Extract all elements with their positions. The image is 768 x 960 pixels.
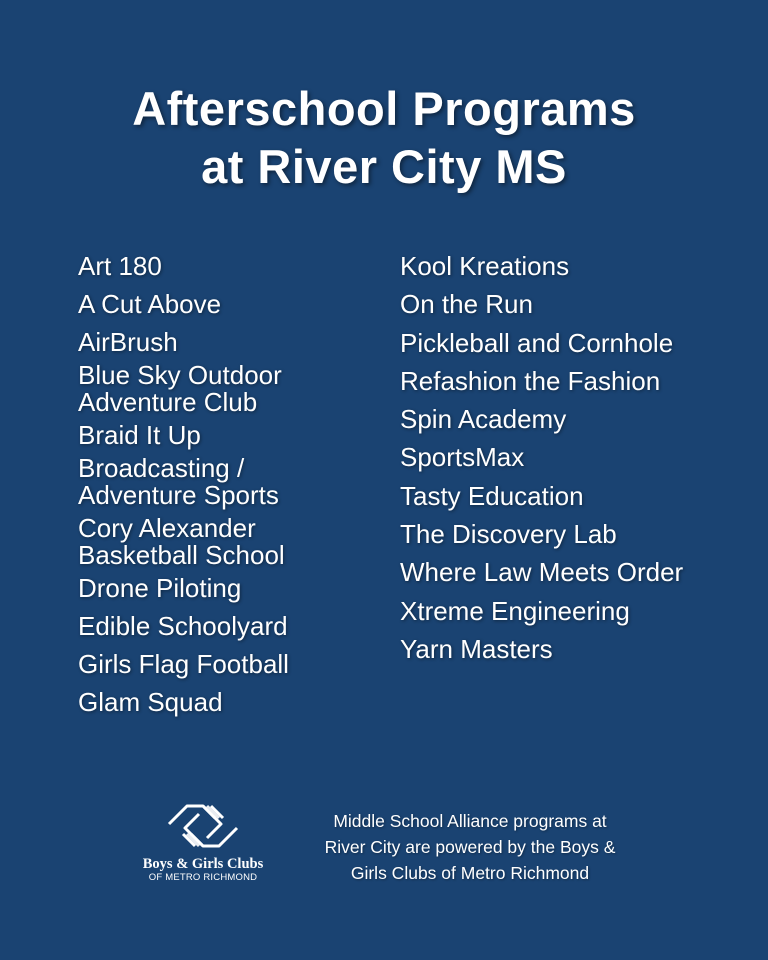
- program-item: Refashion the Fashion: [400, 365, 661, 396]
- program-item-line: Adventure Club: [78, 387, 258, 417]
- title-line-1: Afterschool Programs: [132, 82, 636, 135]
- title-line-2: at River City MS: [201, 140, 567, 193]
- program-item: Edible Schoolyard: [78, 611, 288, 641]
- program-item: Yarn Masters: [400, 633, 553, 664]
- bgc-logo: [128, 800, 278, 885]
- logo-subtitle: OF METRO RICHMOND: [148, 872, 258, 883]
- program-item: AirBrush: [78, 327, 178, 357]
- program-item: Xtreme Engineering: [400, 595, 630, 626]
- program-item: The Discovery Lab: [400, 519, 617, 550]
- logo-name: Boys & Girls Clubs: [142, 856, 264, 872]
- program-item: Girls Flag Football: [78, 649, 289, 679]
- program-item-line: Blue Sky Outdoor: [78, 360, 282, 390]
- program-item: [78, 515, 378, 569]
- program-item: Art 180: [78, 251, 162, 281]
- program-item: Kool Kreations: [400, 251, 570, 281]
- program-item: SportsMax: [400, 442, 525, 473]
- page-title: [0, 80, 768, 196]
- program-item: Where Law Meets Order: [400, 557, 684, 588]
- footer-note: [305, 808, 635, 886]
- program-item: Glam Squad: [78, 687, 223, 717]
- program-item: On the Run: [400, 289, 533, 320]
- footer-line-3: Girls Clubs of Metro Richmond: [350, 863, 590, 883]
- program-item: Tasty Education: [400, 480, 584, 511]
- footer-line-1: Middle School Alliance programs at: [333, 811, 607, 831]
- program-item: Spin Academy: [400, 404, 567, 435]
- program-item: A Cut Above: [78, 289, 222, 319]
- program-list-right: [400, 253, 740, 674]
- program-item: [78, 362, 378, 416]
- program-item: Pickleball and Cornhole: [400, 327, 674, 358]
- program-item: Drone Piloting: [78, 573, 242, 603]
- handshake-icon: [163, 800, 243, 852]
- program-list-left: [78, 253, 378, 727]
- program-item: [78, 455, 378, 509]
- program-item-line: Basketball School: [78, 540, 285, 570]
- program-item: Braid It Up: [78, 420, 201, 450]
- program-item-line: Broadcasting /: [78, 453, 245, 483]
- program-item-line: Adventure Sports: [78, 480, 279, 510]
- program-item-line: Cory Alexander: [78, 513, 256, 543]
- footer-line-2: River City are powered by the Boys &: [324, 837, 616, 857]
